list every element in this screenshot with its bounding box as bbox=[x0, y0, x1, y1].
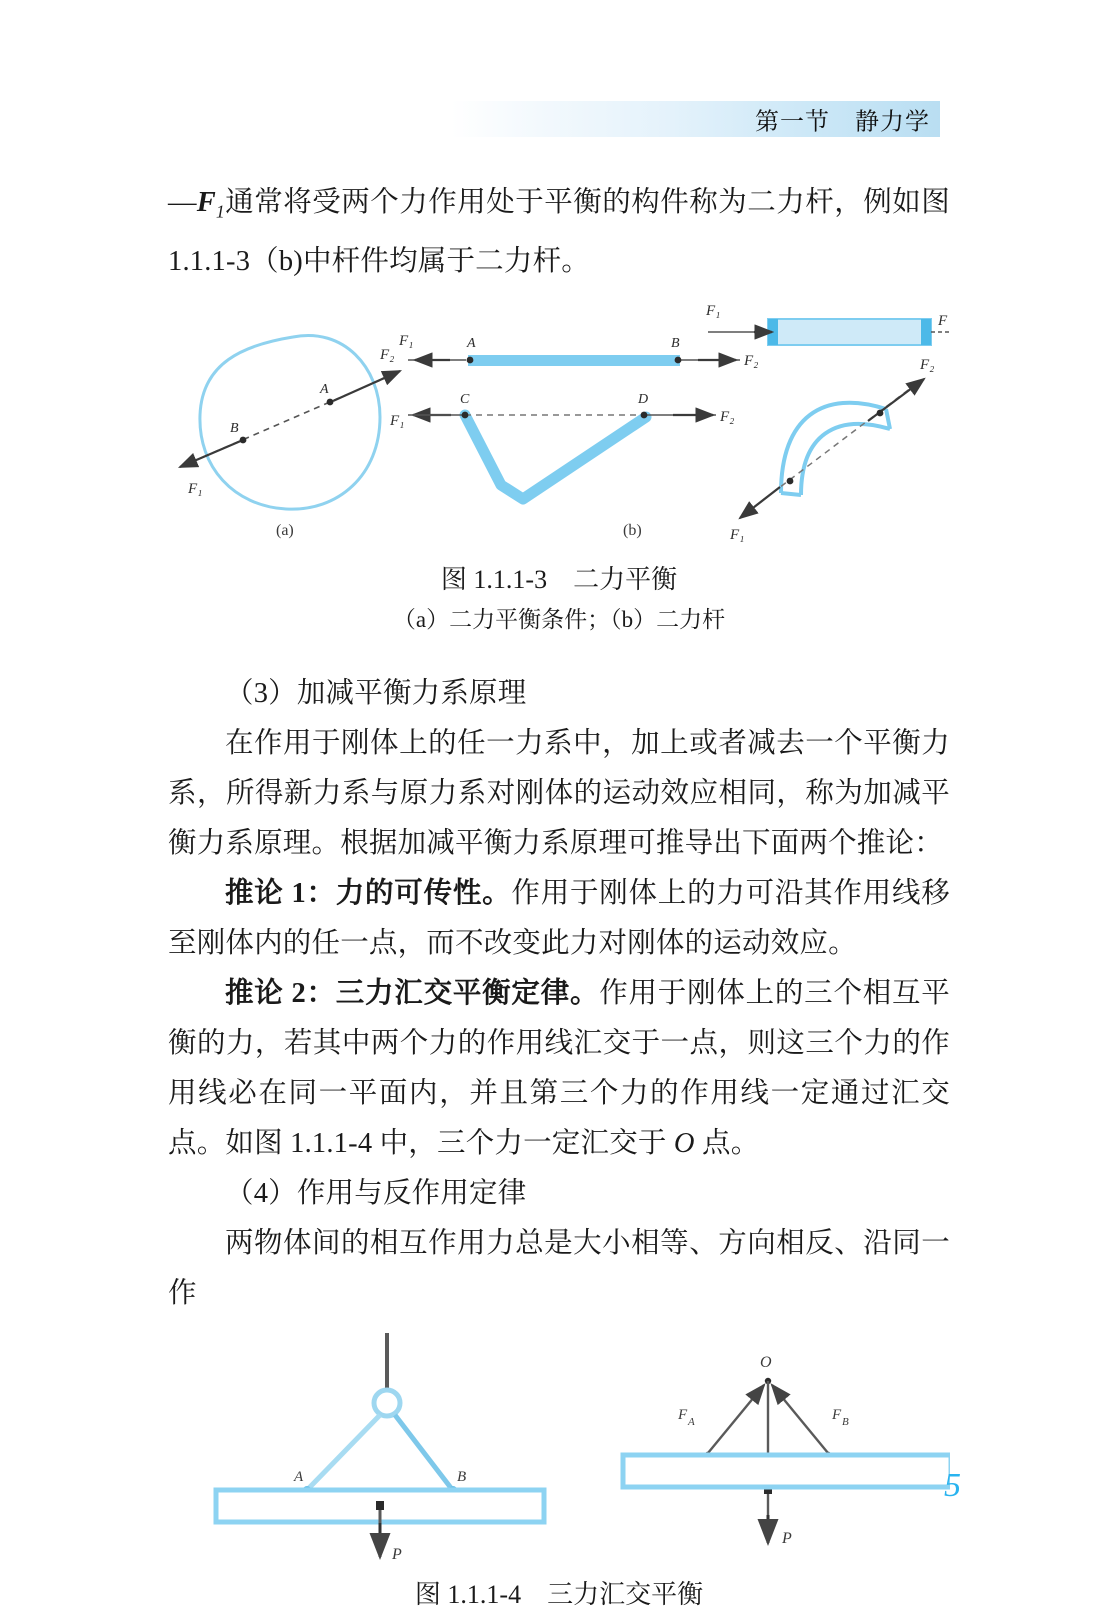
panel-a-body bbox=[200, 335, 380, 509]
panel-b-rod-label-F2: F bbox=[938, 312, 948, 329]
panel-b-bent-point-C: C bbox=[460, 391, 470, 407]
corollary-2-text-b: 点。 bbox=[694, 1127, 760, 1159]
page-body bbox=[168, 178, 950, 1616]
figure-1114-caption: 图 1.1.1-4 三力汇交平衡 bbox=[414, 1579, 704, 1609]
panel-a-point-A: A bbox=[320, 381, 329, 397]
panel-b-bent-point-D: D bbox=[638, 391, 649, 407]
panel-b-bar-point-A: A bbox=[467, 335, 476, 351]
figure-1114-graphic bbox=[168, 1333, 950, 1563]
panel-b-bent-label-F2: F₂ bbox=[720, 408, 735, 425]
figure-1113-caption: 图 1.1.1-3 二力平衡 bbox=[440, 564, 678, 594]
panel-b-rod bbox=[708, 319, 950, 345]
panel-b-caption: (b) bbox=[623, 521, 642, 539]
corollary-2 bbox=[168, 969, 950, 1169]
figure-1113-graphic bbox=[168, 297, 950, 547]
fig1114-left-point-A: A bbox=[294, 1468, 304, 1485]
minus-sign: — bbox=[168, 187, 197, 218]
panel-b-straight-bar bbox=[408, 355, 740, 366]
corollary-1 bbox=[168, 869, 950, 969]
corollary-1-text: 作用于刚体上的力可沿其作用线移至刚体内的任一点，而不改变此力对刚体的运动效应。 bbox=[168, 877, 950, 959]
heading-3: （3）加减平衡力系原理 bbox=[225, 677, 527, 709]
panel-a-caption: (a) bbox=[276, 521, 294, 539]
panel-a-label-F2: F₂ bbox=[380, 346, 395, 363]
fig1114-right-beam bbox=[623, 1455, 950, 1487]
figure-1113-subcaption: （a）二力平衡条件；（b）二力杆 bbox=[392, 606, 726, 632]
panel-b-curved-label-F2: F₂ bbox=[920, 356, 935, 373]
panel-b-bent-bar bbox=[408, 411, 716, 498]
figure-1113 bbox=[168, 297, 950, 559]
fig1114-left-sling bbox=[303, 1333, 457, 1494]
fig1114-right-force-FB: F bbox=[832, 1406, 842, 1423]
corollary-2-label: 推论 2：三力汇交平衡定律。 bbox=[225, 977, 600, 1009]
corollary-1-label: 推论 1：力的可传性。 bbox=[225, 877, 512, 909]
panel-a-action-line bbox=[180, 371, 400, 467]
fig1114-right-force-FB-sub: B bbox=[842, 1415, 849, 1428]
force-symbol-F1: F bbox=[196, 187, 216, 218]
page-number: 5 bbox=[944, 1467, 961, 1504]
fig1114-left-load bbox=[376, 1501, 384, 1557]
paragraph-action-reaction: 两物体间的相互作用力总是大小相等、方向相反、沿同一作 bbox=[168, 1227, 950, 1309]
panel-b-bar-point-B: B bbox=[671, 335, 680, 351]
paragraph-principle: 在作用于刚体上的任一力系中，加上或者减去一个平衡力系，所得新力系与原力系对刚体的运动效应相同，称为加减平衡力系原理。根据加减平衡力系原理可推导出下面两个推论： bbox=[168, 727, 950, 859]
panel-b-bent-label-F1: F₁ bbox=[390, 412, 405, 429]
fig1114-right-force-P: P bbox=[782, 1529, 792, 1547]
heading-4: （4）作用与反作用定律 bbox=[225, 1177, 527, 1209]
fig1114-right-force-FA-sub: A bbox=[688, 1415, 695, 1428]
running-head-title: 第一节 静力学 bbox=[755, 108, 930, 136]
panel-b-bar-label-F1: F₁ bbox=[399, 332, 414, 349]
panel-a-label-F1: F₁ bbox=[188, 480, 203, 497]
fig1114-left-force-P: P bbox=[392, 1545, 402, 1563]
paragraph-continuation-text: 通常将受两个力作用处于平衡的构件称为二力杆，例如图 1.1.1-3（b)中杆件均属于二力杆。 bbox=[168, 187, 950, 277]
panel-b-curved-label-F1: F₁ bbox=[730, 526, 745, 543]
corollary-2-text-a: 作用于刚体上的三个相互平衡的力，若其中两个力的作用线汇交于一点，则这三个力的作用线必在同一平面内，并且第三个力的作用线一定通过汇交点。如图 1.1.1-4 中，三个力一定汇交于 bbox=[168, 977, 950, 1159]
panel-b-curved-bar bbox=[740, 379, 924, 518]
figure-1114 bbox=[168, 1333, 950, 1568]
panel-a-point-B: B bbox=[230, 420, 239, 436]
fig1114-right-force-FA: F bbox=[678, 1406, 688, 1423]
panel-b-rod-label-F1: F₁ bbox=[706, 302, 721, 319]
panel-b-bar-label-F2: F₂ bbox=[744, 352, 759, 369]
fig1114-right-point-O: O bbox=[760, 1353, 772, 1371]
running-head-band bbox=[451, 101, 940, 137]
fig1114-left-point-B: B bbox=[457, 1468, 467, 1485]
force-symbol-F1-subscript: 1 bbox=[215, 201, 225, 222]
point-symbol-O: O bbox=[673, 1127, 695, 1159]
paragraph-continuation bbox=[168, 178, 950, 287]
